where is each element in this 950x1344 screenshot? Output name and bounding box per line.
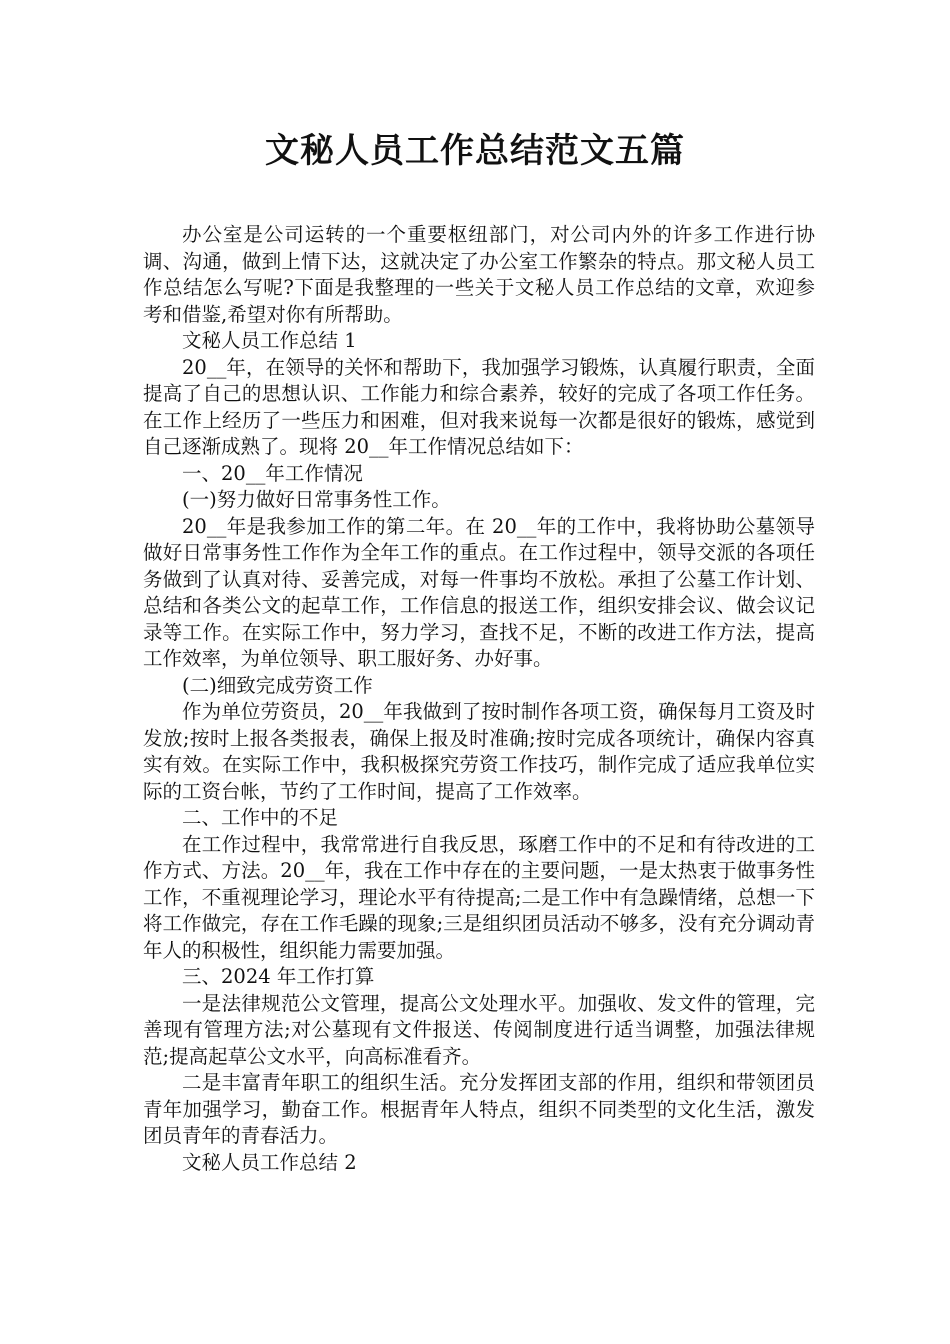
section-heading-summary-2: 文秘人员工作总结 2 [182, 1150, 357, 1174]
work-plan-paragraph-1: 一是法律规范公文管理，提高公文处理水平。加强收、发文件的管理，完善现有管理方法;对公墓现有文件报送、传阅制度进行适当调整，加强法律规范;提高起草公文水平，向高标准看齐。 [143, 991, 815, 1068]
payroll-work-paragraph: 作为单位劳资员，20__年我做到了按时制作各项工资，确保每月工资及时发放;按时上报各类报表，确保上报及时准确;按时完成各项统计，确保内容真实有效。在实际工作中，我积极探究劳资工作技巧，制作完成了适应我单位实际的工资台帐，节约了工作时间，提高了工作效率。 [143, 700, 815, 803]
subheading-daily-affairs: (一)努力做好日常事务性工作。 [182, 488, 451, 511]
shortcomings-paragraph: 在工作过程中，我常常进行自我反思，琢磨工作中的不足和有待改进的工作方式、方法。20__年，我在工作中存在的主要问题，一是太热衷于做事务性工作，不重视理论学习，理论水平有待提高;二是工作中有急躁情绪，总想一下将工作做完，存在工作毛躁的现象;三是组织团员活动不够多，没有充分调动青年人的积极性，组织能力需要加强。 [143, 832, 815, 962]
heading-work-plan: 三、2024 年工作打算 [182, 965, 375, 988]
intro-paragraph: 办公室是公司运转的一个重要枢纽部门，对公司内外的许多工作进行协调、沟通，做到上情下达，这就决定了办公室工作繁杂的特点。那文秘人员工作总结怎么写呢?下面是我整理的一些关于文秘人员工作总结的文章，欢迎参考和借鉴,希望对你有所帮助。 [143, 223, 815, 326]
summary-1-intro-paragraph: 20__年，在领导的关怀和帮助下，我加强学习锻炼，认真履行职责，全面提高了自己的思想认识、工作能力和综合素养，较好的完成了各项工作任务。在工作上经历了一些压力和困难，但对我来说每一次都是很好的锻炼，感觉到自己逐渐成熟了。现将 20__年工作情况总结如下： [143, 355, 815, 458]
daily-affairs-paragraph: 20__年是我参加工作的第二年。在 20__年的工作中，我将协助公墓领导做好日常事务性工作作为全年工作的重点。在工作过程中，领导交派的各项任务做到了认真对待、妥善完成，对每一件事均不放松。承担了公墓工作计划、总结和各类公文的起草工作，工作信息的报送工作，组织安排会议、做会议记录等工作。在实际工作中，努力学习，查找不足，不断的改进工作方法，提高工作效率，为单位领导、职工服好务、办好事。 [143, 514, 815, 670]
subheading-payroll-work: (二)细致完成劳资工作 [182, 673, 373, 697]
work-plan-paragraph-2: 二是丰富青年职工的组织生活。充分发挥团支部的作用，组织和带领团员青年加强学习，勤奋工作。根据青年人特点，组织不同类型的文化生活，激发团员青年的青春活力。 [143, 1071, 815, 1147]
heading-shortcomings: 二、工作中的不足 [182, 806, 339, 829]
document-title: 文秘人员工作总结范文五篇 [265, 131, 685, 171]
section-heading-summary-1: 文秘人员工作总结 1 [182, 329, 357, 352]
heading-work-status: 一、20__年工作情况 [182, 461, 363, 485]
document-body [143, 222, 815, 1176]
